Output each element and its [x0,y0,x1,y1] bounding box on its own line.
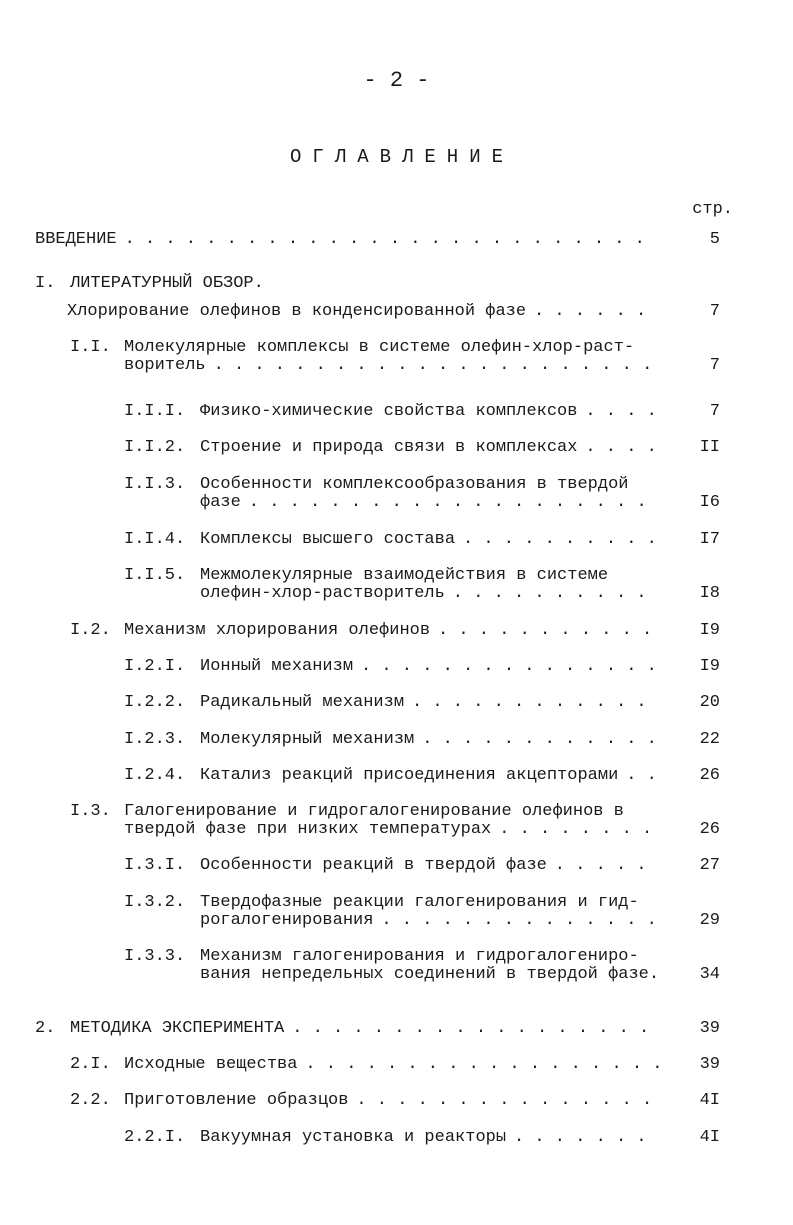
entry-title: Хлорирование олефинов в конденсированной фазе [67,302,527,321]
entry-page-number: 26 [699,820,720,839]
dot-leader: . . . . . . . . . . [452,584,647,603]
page-number: - 2 - [363,68,430,93]
entry-title: Особенности комплексообразования в твердой [200,475,629,494]
dot-leader: . . . . . . . . . . . . . . . . . . . . . . [213,356,653,375]
entry-number: I.3.2. [124,893,186,912]
entry-number: I. [35,274,56,293]
dot-leader: . . . . [585,402,657,421]
dot-leader: . . . . . . . . . . . . . . . . . . [292,1019,650,1038]
entry-number: I.I.2. [124,438,186,457]
entry-page-number: 5 [709,230,720,249]
entry-title-continuation: фазе [200,493,241,512]
entry-number: I.2.I. [124,657,186,676]
entry-number: 2.I. [70,1055,111,1074]
entry-title: Радикальный механизм [200,693,405,712]
entry-title: Молекулярный механизм [200,730,415,749]
entry-page-number: I7 [699,530,720,549]
entry-title: Механизм хлорирования олефинов [124,621,431,640]
entry-title: Молекулярные комплексы в системе олефин-хлор-раст- [124,338,635,357]
entry-title-continuation: рогалогенирования [200,911,374,930]
entry-number: I.2.4. [124,766,186,785]
entry-page-number: 22 [699,730,720,749]
entry-title-continuation: воритель [124,356,206,375]
entry-title: МЕТОДИКА ЭКСПЕРИМЕНТА [70,1019,285,1038]
entry-title: Вакуумная установка и реакторы [200,1128,507,1147]
page-title: ОГЛАВЛЕНИЕ [289,146,515,168]
entry-page-number: 7 [709,356,720,375]
dot-leader: . . . . . . . . . . . . . . . . . . [305,1055,663,1074]
entry-title: Твердофазные реакции галогенирования и гид- [200,893,639,912]
entry-number: 2.2. [70,1091,111,1110]
entry-number: I.2.3. [124,730,186,749]
entry-number: 2. [35,1019,56,1038]
entry-page-number: 29 [699,911,720,930]
dot-leader: . . . . . [554,856,647,875]
dot-leader: . . . . [585,438,657,457]
dot-leader: . . . . . . . . . . . . [412,693,647,712]
entry-title-continuation: олефин-хлор-растворитель [200,584,445,603]
entry-title: Физико-химические свойства комплексов [200,402,578,421]
entry-title: Ионный механизм [200,657,354,676]
entry-number: I.3.I. [124,856,186,875]
entry-title: Приготовление образцов [124,1091,349,1110]
dot-leader: . . . . . . . . . . . . . . . [356,1091,653,1110]
entry-number: 2.2.I. [124,1128,186,1147]
entry-number: I.I.4. [124,530,186,549]
entry-title: Галогенирование и гидрогалогенирование олефинов в [124,802,624,821]
entry-number: I.I. [70,338,111,357]
dot-leader: . . . . . . . . . . . . . . [381,911,657,930]
entry-page-number: 7 [709,402,720,421]
entry-number: I.3. [70,802,111,821]
dot-leader: . . . . . . . . . . . . . . . . . . . . [248,493,647,512]
entry-page-number: 39 [699,1055,720,1074]
entry-title: ВВЕДЕНИЕ [35,230,117,249]
entry-page-number: 26 [699,766,720,785]
entry-title: Катализ реакций присоединения акцепторами [200,766,619,785]
dot-leader: . . . . . . . . . . . . . . . [361,657,657,676]
entry-page-number: 7 [709,302,720,321]
page-column-label: стр. [692,200,733,219]
entry-title-continuation: вания непредельных соединений в твердой фазе. [200,965,660,984]
dot-leader: . . . . . . . . . . . . [422,730,657,749]
entry-title: Механизм галогенирования и гидрогалогениро- [200,947,639,966]
entry-number: I.3.3. [124,947,186,966]
entry-page-number: 4I [699,1128,720,1147]
dot-leader: . . . . . . . . . . . [438,621,653,640]
entry-number: I.2. [70,621,111,640]
entry-number: I.I.3. [124,475,186,494]
entry-page-number: 20 [699,693,720,712]
entry-title: ЛИТЕРАТУРНЫЙ ОБЗОР. [70,274,264,293]
entry-page-number: 34 [699,965,720,984]
entry-page-number: I9 [699,621,720,640]
entry-page-number: I9 [699,657,720,676]
entry-title: Исходные вещества [124,1055,298,1074]
entry-page-number: II [699,438,720,457]
dot-leader: . . . . . . . . [499,820,653,839]
entry-page-number: 27 [699,856,720,875]
entry-page-number: 39 [699,1019,720,1038]
entry-page-number: 4I [699,1091,720,1110]
entry-number: I.2.2. [124,693,186,712]
dot-leader: . . . . . . . [514,1128,647,1147]
dot-leader: . . . . . . [534,302,647,321]
dot-leader: . . . . . . . . . . [463,530,657,549]
entry-page-number: I8 [699,584,720,603]
entry-number: I.I.I. [124,402,186,421]
entry-title: Межмолекулярные взаимодействия в системе [200,566,609,585]
entry-title-continuation: твердой фазе при низких температурах [124,820,492,839]
dot-leader: . . [626,766,657,785]
entry-title: Строение и природа связи в комплексах [200,438,578,457]
entry-number: I.I.5. [124,566,186,585]
entry-page-number: I6 [699,493,720,512]
dot-leader: . . . . . . . . . . . . . . . . . . . . . . . . . . [124,230,645,249]
entry-title: Особенности реакций в твердой фазе [200,856,547,875]
entry-title: Комплексы высшего состава [200,530,456,549]
